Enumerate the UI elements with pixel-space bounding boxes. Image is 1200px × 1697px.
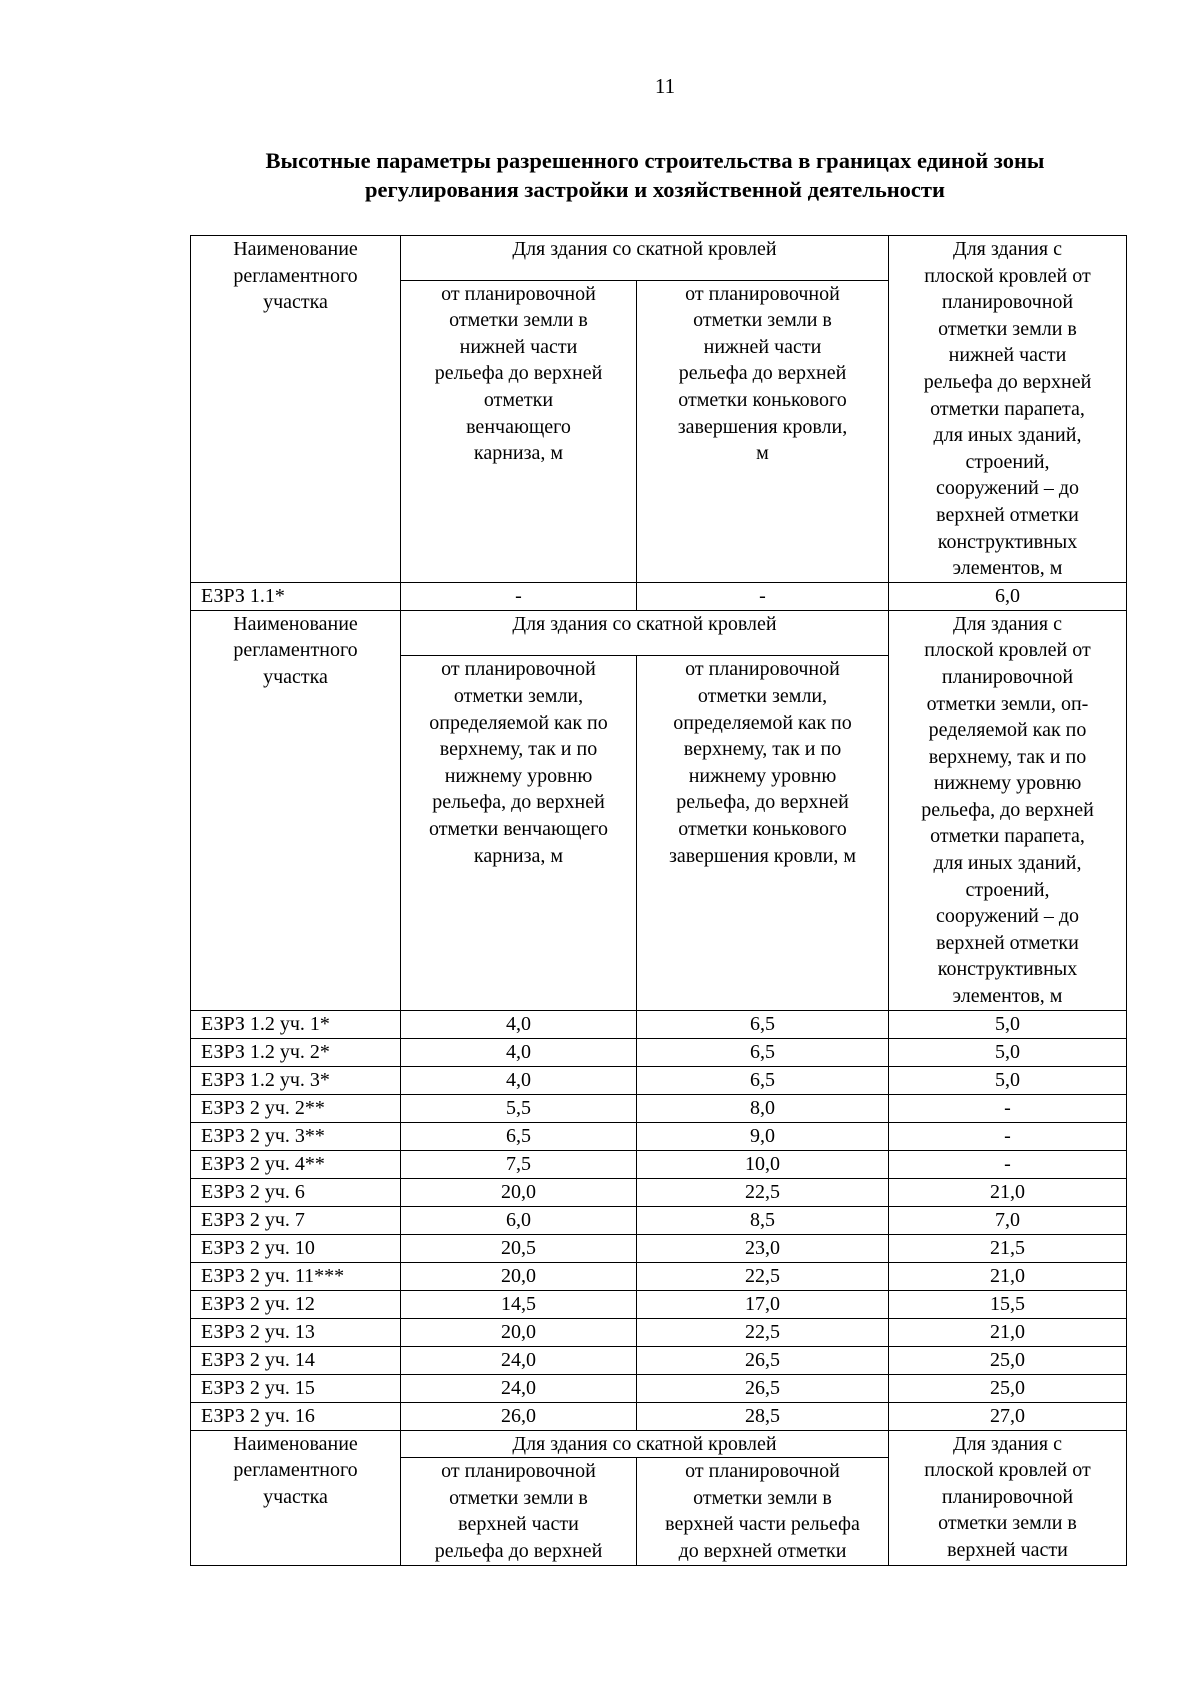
ridge-value-cell: 6,5	[637, 1066, 889, 1094]
ridge-value-cell: 22,5	[637, 1262, 889, 1290]
table-row	[191, 1402, 1127, 1430]
header-row	[191, 236, 1127, 281]
cornice-value-cell: 5,5	[401, 1094, 637, 1122]
site-name-cell: ЕЗРЗ 2 уч. 14	[191, 1346, 401, 1374]
ridge-value-cell: 8,0	[637, 1094, 889, 1122]
cornice-value-cell: 6,0	[401, 1206, 637, 1234]
cornice-value-cell: -	[401, 582, 637, 610]
ridge-value-cell: 22,5	[637, 1178, 889, 1206]
flat-roof-value-cell: -	[889, 1122, 1127, 1150]
header-row	[191, 610, 1127, 656]
site-name-cell: ЕЗРЗ 1.2 уч. 3*	[191, 1066, 401, 1094]
cornice-value-cell: 20,5	[401, 1234, 637, 1262]
site-name-cell: ЕЗРЗ 2 уч. 10	[191, 1234, 401, 1262]
ridge-value-cell: 23,0	[637, 1234, 889, 1262]
flat-roof-value-cell: -	[889, 1094, 1127, 1122]
cornice-value-cell: 20,0	[401, 1178, 637, 1206]
table-row	[191, 1290, 1127, 1318]
cornice-value-cell: 4,0	[401, 1066, 637, 1094]
ridge-value-cell: 26,5	[637, 1374, 889, 1402]
flat-roof-value-cell: 25,0	[889, 1374, 1127, 1402]
header-site-name: Наименование регламентного участка	[191, 1430, 401, 1565]
flat-roof-value-cell: 21,0	[889, 1262, 1127, 1290]
document-title-line-2: регулирования застройки и хозяйственной деятельности	[365, 177, 945, 202]
table-row	[191, 1066, 1127, 1094]
cornice-value-cell: 24,0	[401, 1346, 637, 1374]
header-flat-roof: Для здания с плоской кровлей от планировочной отметки земли в нижней части рельефа до верхней отметки парапета, для иных зданий, строений, сооружений – до верхней отметки конструктивных элементов, м	[889, 236, 1127, 583]
header-pitched-roof-group: Для здания со скатной кровлей	[401, 1430, 889, 1458]
table-row	[191, 1178, 1127, 1206]
table-row	[191, 1150, 1127, 1178]
ridge-value-cell: 22,5	[637, 1318, 889, 1346]
site-name-cell: ЕЗРЗ 2 уч. 4**	[191, 1150, 401, 1178]
document-title-line-1: Высотные параметры разрешенного строительства в границах единой зоны	[265, 148, 1045, 173]
header-cornice-height: от планировочной отметки земли в нижней части рельефа до верхней отметки венчающего карниза, м	[401, 280, 637, 582]
header-pitched-roof-group: Для здания со скатной кровлей	[401, 236, 889, 281]
site-name-cell: ЕЗРЗ 2 уч. 12	[191, 1290, 401, 1318]
table-row	[191, 1094, 1127, 1122]
header-cornice-height: от планировочной отметки земли, определяемой как по верхнему, так и по нижнему уровню рельефа, до верхней отметки венчающего карниза, м	[401, 656, 637, 1010]
cornice-value-cell: 7,5	[401, 1150, 637, 1178]
height-parameters-table	[190, 235, 1127, 1566]
ridge-value-cell: 9,0	[637, 1122, 889, 1150]
site-name-cell: ЕЗРЗ 2 уч. 13	[191, 1318, 401, 1346]
site-name-cell: ЕЗРЗ 1.2 уч. 2*	[191, 1038, 401, 1066]
header-row	[191, 1430, 1127, 1458]
table-row	[191, 1262, 1127, 1290]
ridge-value-cell: -	[637, 582, 889, 610]
table-row	[191, 1374, 1127, 1402]
site-name-cell: ЕЗРЗ 2 уч. 2**	[191, 1094, 401, 1122]
table-row	[191, 582, 1127, 610]
flat-roof-value-cell: 27,0	[889, 1402, 1127, 1430]
table-row	[191, 1234, 1127, 1262]
flat-roof-value-cell: -	[889, 1150, 1127, 1178]
ridge-value-cell: 26,5	[637, 1346, 889, 1374]
table-row	[191, 1318, 1127, 1346]
site-name-cell: ЕЗРЗ 2 уч. 11***	[191, 1262, 401, 1290]
flat-roof-value-cell: 5,0	[889, 1066, 1127, 1094]
flat-roof-value-cell: 21,5	[889, 1234, 1127, 1262]
ridge-value-cell: 8,5	[637, 1206, 889, 1234]
cornice-value-cell: 26,0	[401, 1402, 637, 1430]
header-site-name: Наименование регламентного участка	[191, 610, 401, 1010]
table-row	[191, 1206, 1127, 1234]
page-number: 11	[654, 74, 676, 98]
ridge-value-cell: 6,5	[637, 1010, 889, 1038]
table-row	[191, 1122, 1127, 1150]
flat-roof-value-cell: 21,0	[889, 1178, 1127, 1206]
document-title	[190, 146, 1120, 204]
cornice-value-cell: 6,5	[401, 1122, 637, 1150]
site-name-cell: ЕЗРЗ 2 уч. 15	[191, 1374, 401, 1402]
header-site-name: Наименование регламентного участка	[191, 236, 401, 583]
header-flat-roof: Для здания с плоской кровлей от планировочной отметки земли в верхней части	[889, 1430, 1127, 1565]
site-name-cell: ЕЗРЗ 1.1*	[191, 582, 401, 610]
header-ridge-height: от планировочной отметки земли, определяемой как по верхнему, так и по нижнему уровню рельефа, до верхней отметки конькового завершения кровли, м	[637, 656, 889, 1010]
flat-roof-value-cell: 6,0	[889, 582, 1127, 610]
flat-roof-value-cell: 5,0	[889, 1038, 1127, 1066]
flat-roof-value-cell: 25,0	[889, 1346, 1127, 1374]
flat-roof-value-cell: 5,0	[889, 1010, 1127, 1038]
flat-roof-value-cell: 21,0	[889, 1318, 1127, 1346]
header-pitched-roof-group: Для здания со скатной кровлей	[401, 610, 889, 656]
header-ridge-height: от планировочной отметки земли в нижней части рельефа до верхней отметки конькового завершения кровли, м	[637, 280, 889, 582]
cornice-value-cell: 20,0	[401, 1262, 637, 1290]
site-name-cell: ЕЗРЗ 2 уч. 16	[191, 1402, 401, 1430]
header-ridge-height: от планировочной отметки земли в верхней части рельефа до верхней отметки	[637, 1458, 889, 1565]
ridge-value-cell: 17,0	[637, 1290, 889, 1318]
cornice-value-cell: 4,0	[401, 1038, 637, 1066]
table-row	[191, 1010, 1127, 1038]
cornice-value-cell: 14,5	[401, 1290, 637, 1318]
header-flat-roof: Для здания с плоской кровлей от планировочной отметки земли, оп- ределяемой как по верхнему, так и по нижнему уровню рельефа, до верхней отметки парапета, для иных зданий, строений, сооружений – до верхней отметки конструктивных элементов, м	[889, 610, 1127, 1010]
cornice-value-cell: 4,0	[401, 1010, 637, 1038]
table-row	[191, 1038, 1127, 1066]
flat-roof-value-cell: 15,5	[889, 1290, 1127, 1318]
flat-roof-value-cell: 7,0	[889, 1206, 1127, 1234]
site-name-cell: ЕЗРЗ 2 уч. 3**	[191, 1122, 401, 1150]
ridge-value-cell: 28,5	[637, 1402, 889, 1430]
ridge-value-cell: 6,5	[637, 1038, 889, 1066]
table-row	[191, 1346, 1127, 1374]
ridge-value-cell: 10,0	[637, 1150, 889, 1178]
site-name-cell: ЕЗРЗ 2 уч. 6	[191, 1178, 401, 1206]
site-name-cell: ЕЗРЗ 2 уч. 7	[191, 1206, 401, 1234]
cornice-value-cell: 20,0	[401, 1318, 637, 1346]
site-name-cell: ЕЗРЗ 1.2 уч. 1*	[191, 1010, 401, 1038]
header-cornice-height: от планировочной отметки земли в верхней части рельефа до верхней	[401, 1458, 637, 1565]
cornice-value-cell: 24,0	[401, 1374, 637, 1402]
